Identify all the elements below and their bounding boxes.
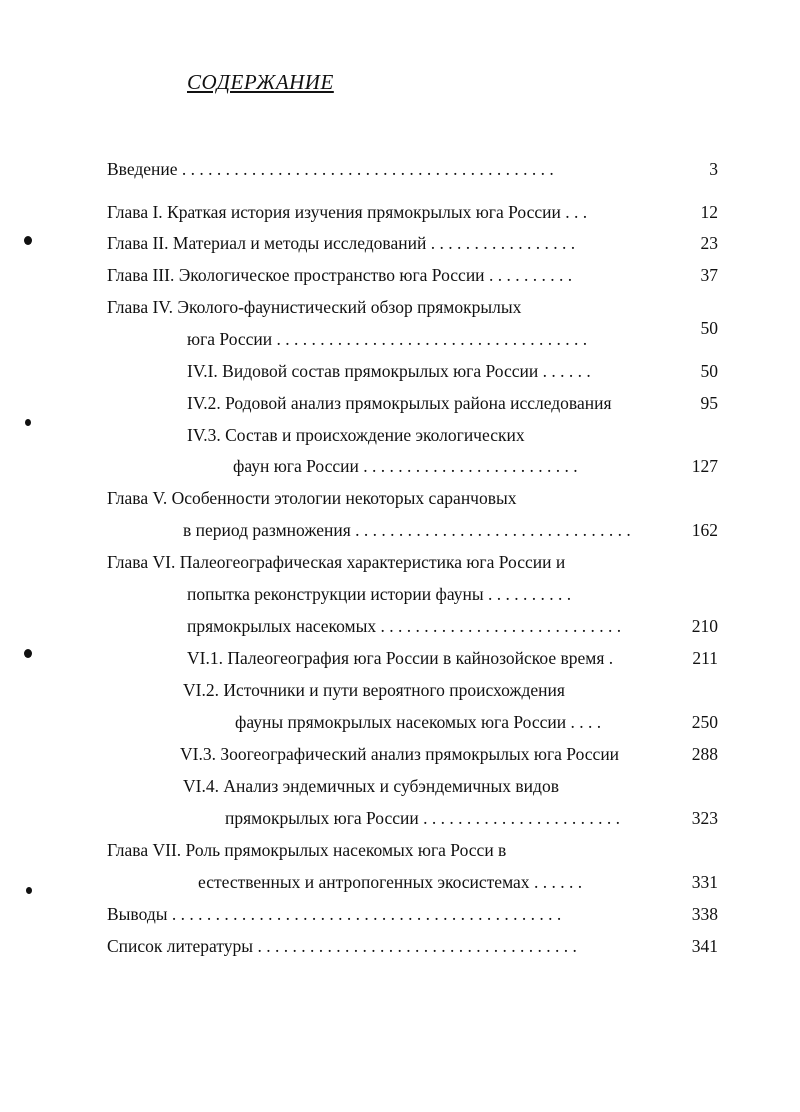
toc-entry <box>107 201 587 223</box>
toc-entry <box>235 711 601 733</box>
toc-entry <box>225 807 620 829</box>
toc-entry <box>183 679 565 701</box>
toc-entry <box>187 328 587 350</box>
dot-leader: . . . . <box>566 712 602 732</box>
toc-page-number: 95 <box>700 393 718 413</box>
toc-entry-text: фаун юга России <box>233 456 359 476</box>
toc-page-number: 341 <box>691 936 718 956</box>
toc-entry-text: Глава VI. Палеогеографическая характеристика юга России и <box>107 552 566 572</box>
toc-entry-text: Глава IV. Эколого-фаунистический обзор прямокрылых <box>107 297 522 317</box>
toc-entry <box>233 455 578 477</box>
toc-page-number: 288 <box>691 744 718 764</box>
toc-entry <box>107 839 506 861</box>
dot-leader: . . . . . . . . . . . . . . . . . . . . . . . . . . . . <box>376 616 622 636</box>
toc-entry <box>187 424 525 446</box>
toc-entry-text: прямокрылых насекомых <box>187 616 377 636</box>
toc-entry <box>187 360 591 382</box>
dot-leader: . . . <box>560 202 588 222</box>
toc-entry <box>107 487 517 509</box>
toc-page-number: 211 <box>692 648 718 668</box>
toc-page-number: 23 <box>700 233 718 253</box>
toc-entry-text: Глава I. Краткая история изучения прямокрылых юга России <box>107 202 561 222</box>
toc-entry <box>107 551 565 573</box>
dot-leader: . . . . . . . . . . . . . . . . . . . . . . . . . . . . . . . . . . . . . . . . . . . <box>177 159 554 179</box>
scan-speck <box>25 419 31 426</box>
scan-speck <box>24 236 32 245</box>
toc-entry-text: VI.4. Анализ эндемичных и субэндемичных видов <box>183 776 559 796</box>
dot-leader: . <box>604 648 614 668</box>
toc-entry <box>183 775 559 797</box>
toc-entry-text: Глава VII. Роль прямокрылых насекомых юга Росси в <box>107 840 507 860</box>
toc-page-number: 37 <box>700 265 718 285</box>
toc-entry-text: естественных и антропогенных экосистемах <box>198 872 530 892</box>
toc-page-number: 50 <box>700 318 718 338</box>
toc-entry <box>107 264 572 286</box>
toc-entry-text: Введение <box>107 159 178 179</box>
toc-entry <box>187 615 621 637</box>
toc-entry-text: прямокрылых юга России <box>225 808 419 828</box>
toc-entry <box>180 743 619 765</box>
toc-entry-text: VI.3. Зоогеографический анализ прямокрылых юга России <box>180 744 620 764</box>
dot-leader: . . . . . . <box>538 361 591 381</box>
page-title: СОДЕРЖАНИЕ <box>187 70 334 94</box>
toc-page-number: 3 <box>709 159 718 179</box>
toc-entry <box>198 871 582 893</box>
toc-page-number: 331 <box>691 872 718 892</box>
toc-entry <box>107 158 554 180</box>
toc-page-number: 12 <box>700 202 718 222</box>
toc-entry-text: фауны прямокрылых насекомых юга России <box>235 712 567 732</box>
scan-speck <box>26 887 32 894</box>
toc-page-number: 50 <box>700 361 718 381</box>
toc-entry-text: IV.3. Состав и происхождение экологических <box>187 425 525 445</box>
dot-leader: . . . . . . . . . . . . . . . . . . . . . . . . . <box>358 456 578 476</box>
dot-leader: . . . . . . . . . . <box>483 584 572 604</box>
toc-entry <box>187 647 613 669</box>
toc-entry-text: Глава II. Материал и методы исследований <box>107 233 427 253</box>
toc-page-number: 210 <box>691 616 718 636</box>
dot-leader: . . . . . . . . . . . . . . . . . . . . . . . . . . . . . . . . <box>350 520 631 540</box>
toc-entry <box>107 935 577 957</box>
dot-leader: . . . . . . . . . . . . . . . . . <box>426 233 576 253</box>
toc-page-number: 323 <box>691 808 718 828</box>
toc-entry <box>107 296 521 318</box>
dot-leader: . . . . . . . . . . . . . . . . . . . . . . . . . . . . . . . . . . . . . <box>253 936 577 956</box>
toc-entry-text: юга России <box>187 329 273 349</box>
toc-entry <box>107 903 561 925</box>
toc-page-number: 162 <box>691 520 718 540</box>
toc-entry-text: Выводы <box>107 904 168 924</box>
dot-leader: . . . . . . . . . . . . . . . . . . . . . . . <box>418 808 621 828</box>
scan-speck <box>24 649 32 658</box>
toc-entry-text: попытка реконструкции истории фауны <box>187 584 484 604</box>
toc-entry-text: в период размножения <box>183 520 351 540</box>
dot-leader: . . . . . . . . . . . . . . . . . . . . . . . . . . . . . . . . . . . . <box>272 329 588 349</box>
toc-entry <box>183 519 631 541</box>
toc-entry-text: IV.2. Родовой анализ прямокрылых района исследования <box>187 393 612 413</box>
toc-entry-text: VI.1. Палеогеография юга России в кайнозойское время <box>187 648 605 668</box>
toc-entry-text: Список литературы <box>107 936 254 956</box>
toc-entry <box>187 583 571 605</box>
dot-leader: . . . . . . . . . . <box>484 265 573 285</box>
toc-entry-text: VI.2. Источники и пути вероятного происхождения <box>183 680 565 700</box>
dot-leader: . . . . . . <box>529 872 583 892</box>
toc-entry <box>187 392 612 414</box>
toc-entry-text: Глава III. Экологическое пространство юга России <box>107 265 485 285</box>
toc-entry-text: Глава V. Особенности этологии некоторых саранчовых <box>107 488 517 508</box>
toc-entry <box>107 232 575 254</box>
toc-page-number: 250 <box>691 712 718 732</box>
dot-leader: . . . . . . . . . . . . . . . . . . . . . . . . . . . . . . . . . . . . . . . . . . . . . <box>167 904 562 924</box>
toc-entry-text: IV.I. Видовой состав прямокрылых юга России <box>187 361 539 381</box>
toc-page-number: 338 <box>691 904 718 924</box>
toc-page-number: 127 <box>691 456 718 476</box>
